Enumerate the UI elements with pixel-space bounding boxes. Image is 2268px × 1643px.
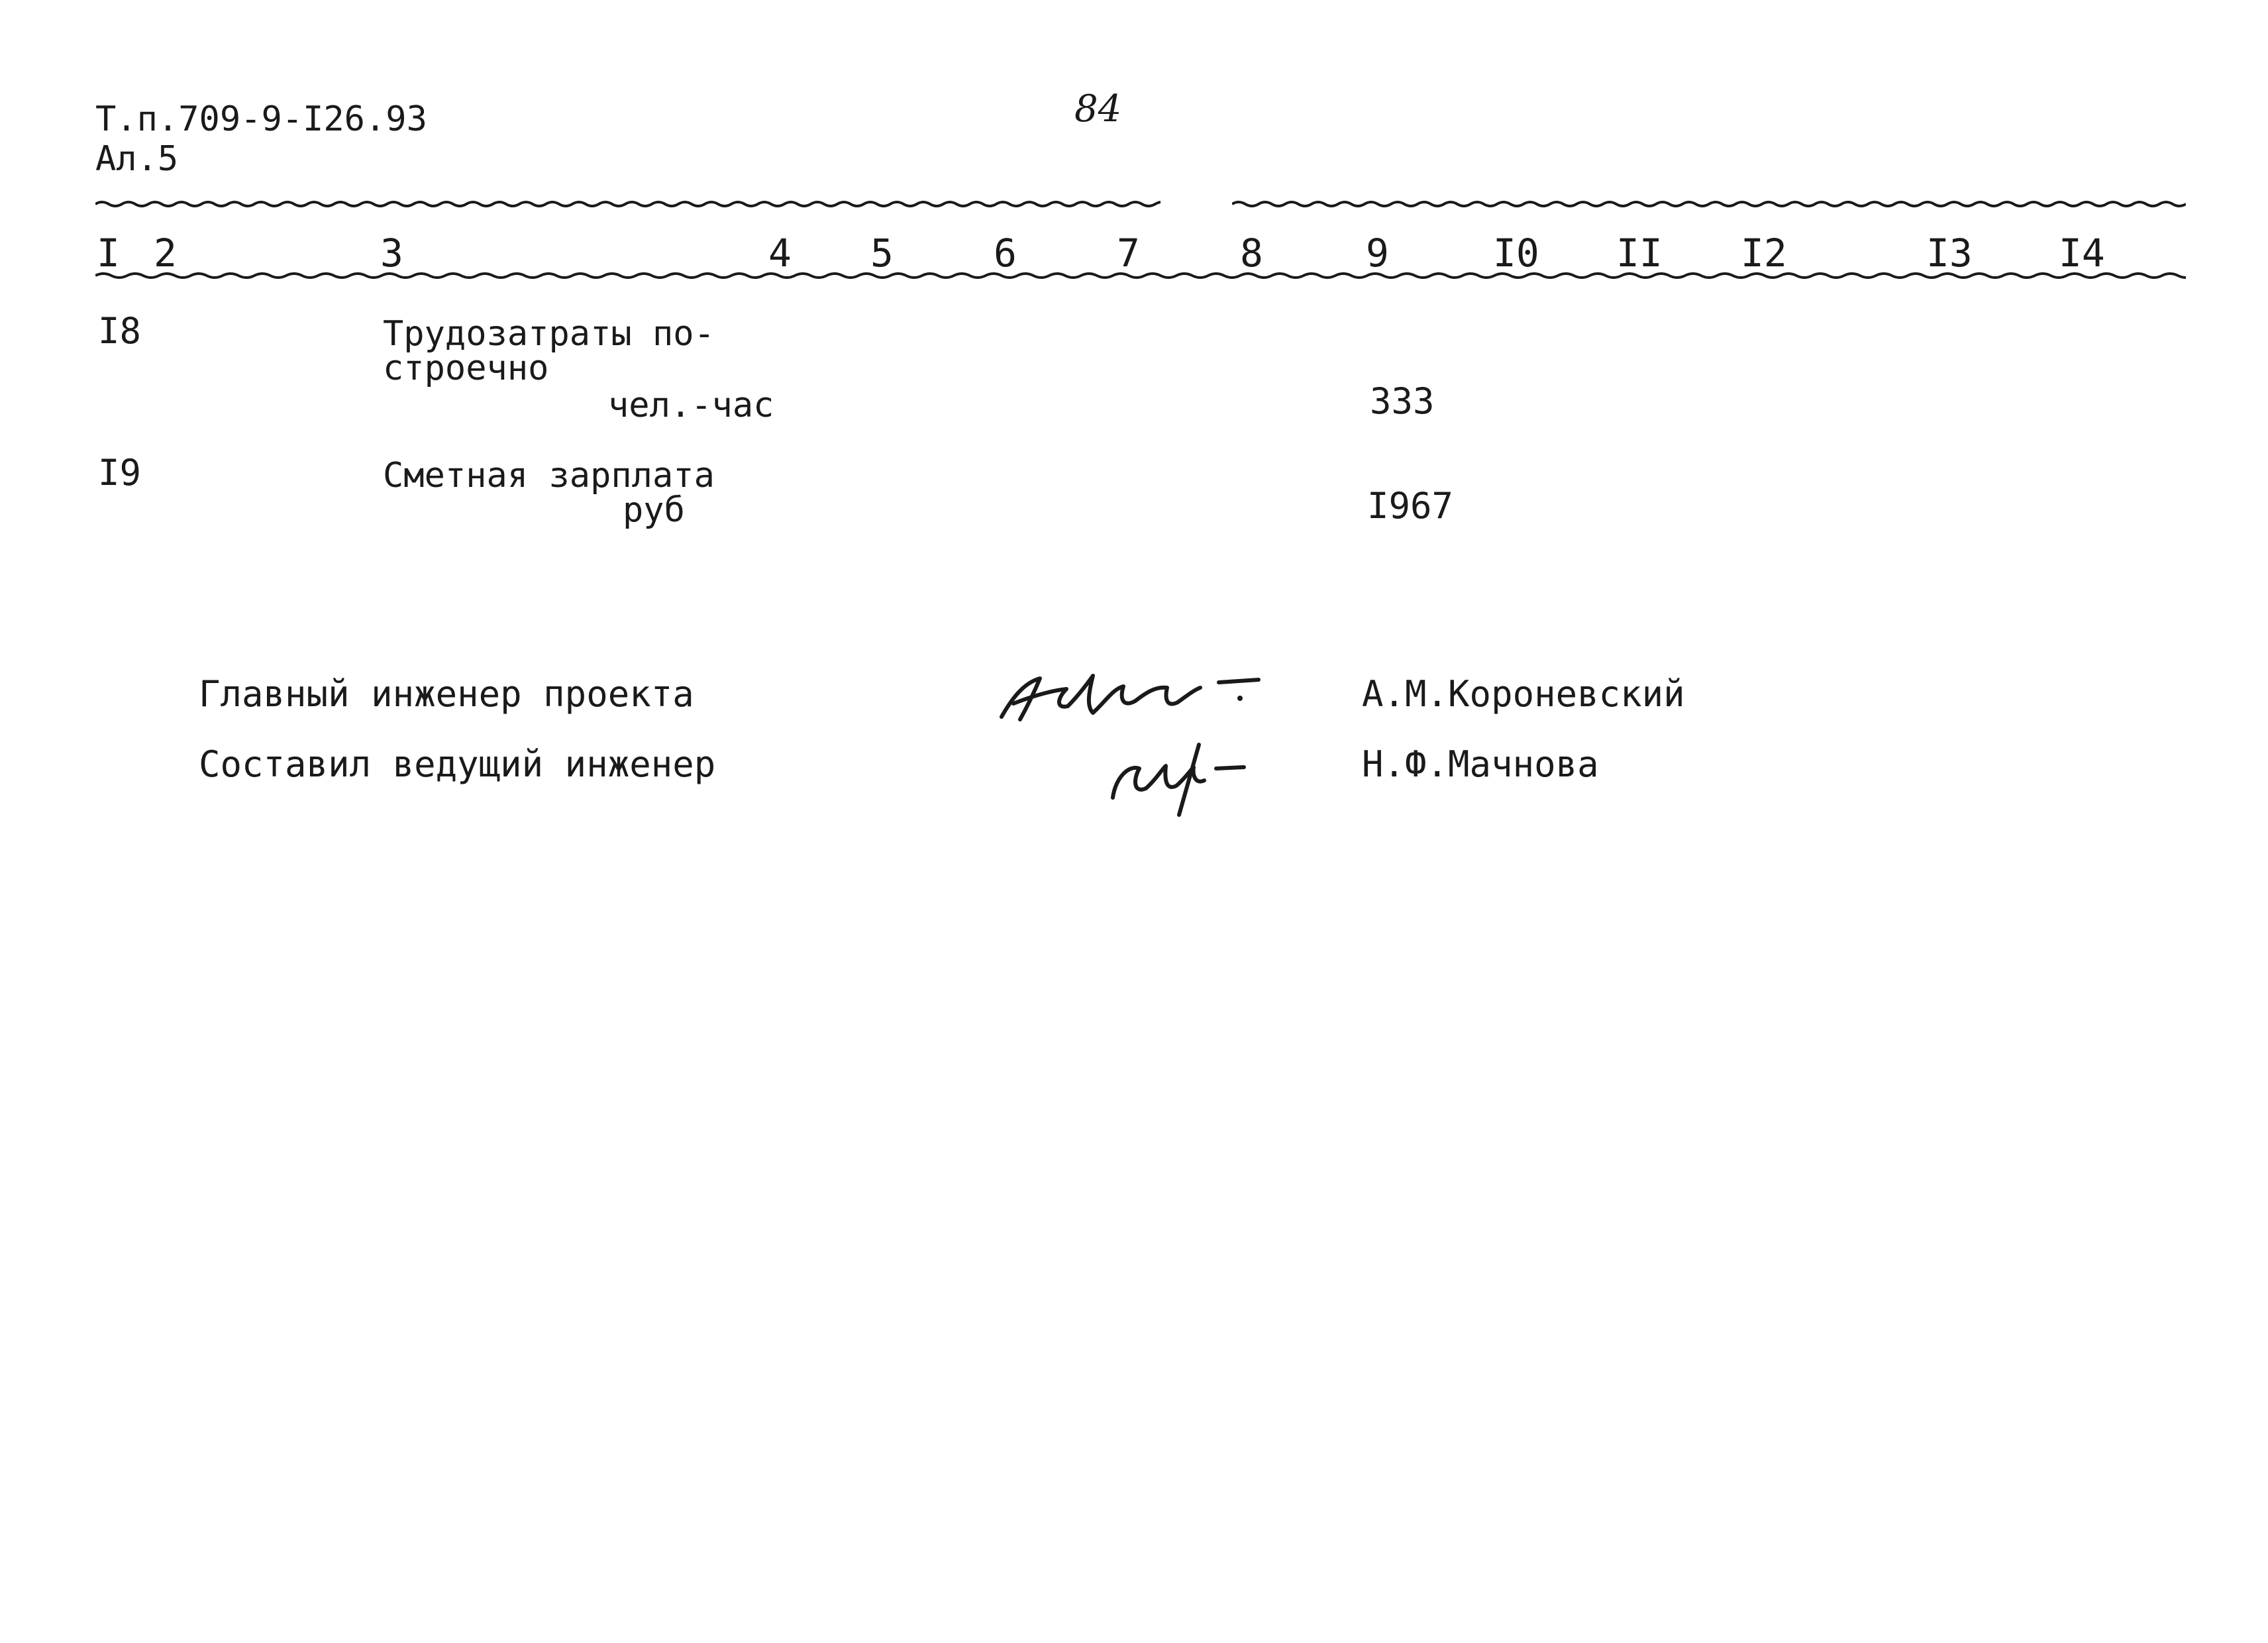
column-number-2: 2 xyxy=(154,231,177,276)
top-rule-left xyxy=(95,200,1160,208)
top-rule-right xyxy=(1232,200,2186,208)
signature-chief-engineer xyxy=(994,656,1272,735)
signoff-name-chief-engineer: А.М.Короневский xyxy=(1362,673,1685,715)
row-unit: руб xyxy=(623,490,685,530)
signoff-name-lead-engineer: Н.Ф.Мачнова xyxy=(1362,743,1599,785)
row-name-line1: Трудозатраты по- xyxy=(383,314,715,354)
column-number-5: 5 xyxy=(870,231,894,276)
row-value: 333 xyxy=(1370,380,1435,422)
column-number-4: 4 xyxy=(768,231,792,276)
document-code-line2: Ал.5 xyxy=(95,139,179,179)
row-number: I8 xyxy=(98,310,142,352)
column-number-10: I0 xyxy=(1493,231,1539,276)
signoff-role-chief-engineer: Главный инженер проекта xyxy=(199,673,694,715)
column-number-13: I3 xyxy=(1926,231,1973,276)
column-number-1: I xyxy=(97,231,120,276)
row-number: I9 xyxy=(98,452,142,494)
header-rule xyxy=(95,272,2186,280)
signoff-role-lead-engineer: Составил ведущий инженер xyxy=(199,743,716,785)
row-unit: чел.-час xyxy=(608,386,774,425)
column-number-6: 6 xyxy=(994,231,1017,276)
column-number-7: 7 xyxy=(1117,231,1140,276)
column-number-8: 8 xyxy=(1240,231,1263,276)
column-number-12: I2 xyxy=(1741,231,1787,276)
row-value: I967 xyxy=(1367,485,1454,527)
column-number-14: I4 xyxy=(2059,231,2105,276)
page-number: 84 xyxy=(1074,87,1122,131)
column-number-3: 3 xyxy=(380,231,403,276)
document-code xyxy=(95,99,427,179)
signature-lead-engineer xyxy=(1100,725,1259,818)
row-name-line1: Сметная зарплата xyxy=(383,456,715,496)
column-number-9: 9 xyxy=(1366,231,1389,276)
document-code-line1: Т.п.709-9-I26.93 xyxy=(95,99,427,139)
row-name-line2: строечно xyxy=(383,348,549,388)
column-number-11: II xyxy=(1616,231,1663,276)
